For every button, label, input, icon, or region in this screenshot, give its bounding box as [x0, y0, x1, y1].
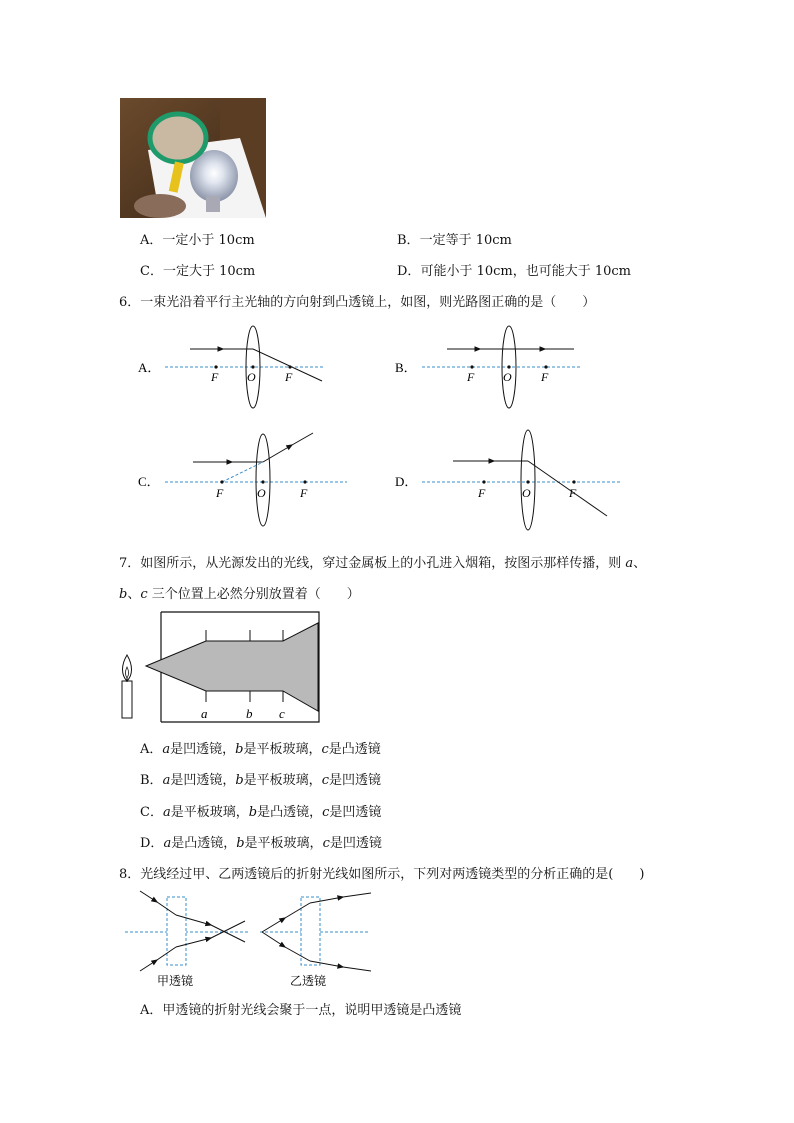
option-text: 可能小于 10cm，也可能大于 10cm	[420, 264, 632, 279]
focus-point	[470, 365, 473, 368]
position-label-b: b	[246, 706, 253, 721]
center-label: O	[522, 486, 531, 500]
q6-label-d: D．	[395, 474, 418, 489]
candle	[122, 681, 132, 718]
focus-label: F	[285, 370, 293, 384]
focus-point	[572, 480, 575, 483]
q6-label-a: A．	[138, 360, 161, 375]
q5-option-a	[140, 229, 255, 248]
option-letter: C．	[140, 264, 163, 279]
position-label-c: c	[279, 706, 285, 721]
q5-option-c	[140, 260, 255, 279]
q7-option-d: D．a是凸透镜，b是平板玻璃，c是凹透镜	[140, 836, 382, 851]
q6-label-c: C．	[138, 474, 160, 489]
convex-lens	[256, 434, 270, 526]
q6-diagrams	[0, 315, 794, 535]
q7-stem-line1: 7．如图所示，从光源发出的光线，穿过金属板上的小孔进入烟箱，按图示那样传播，则 a、	[119, 556, 647, 571]
lens-pair-diagram	[115, 885, 385, 995]
lens-label-yi: 乙透镜	[290, 974, 327, 988]
refracted-ray	[292, 433, 313, 445]
focus-label: F	[478, 486, 486, 500]
q6-stem: 6．一束光沿着平行主光轴的方向射到凸透镜上，如图，则光路图正确的是（ ）	[119, 295, 596, 310]
focus-label: F	[467, 370, 475, 384]
center-point	[526, 480, 529, 483]
q8-stem: 8．光线经过甲、乙两透镜后的折射光线如图所示，下列对两透镜类型的分析正确的是( )	[119, 867, 645, 882]
center-label: O	[503, 370, 512, 384]
center-point	[507, 365, 510, 368]
focus-label: F	[541, 370, 549, 384]
center-label: O	[247, 370, 256, 384]
magnifier-photo	[120, 98, 266, 218]
option-text: 一定小于 10cm	[162, 233, 255, 248]
q7-stem-line2: b、c 三个位置上必然分别放置着（ ）	[119, 587, 360, 602]
center-point	[261, 480, 264, 483]
q7-option-b: B．a是凹透镜，b是平板玻璃，c是凹透镜	[140, 773, 381, 788]
focus-point	[214, 365, 217, 368]
q6-label-b: B．	[395, 360, 417, 375]
focus-label: F	[300, 486, 308, 500]
lens-label-jia: 甲透镜	[157, 974, 194, 988]
var-c: c	[140, 587, 148, 602]
focus-label: F	[216, 486, 224, 500]
focus-label: F	[211, 370, 219, 384]
var-b: b	[119, 587, 128, 602]
smoke-box-diagram	[110, 605, 325, 725]
light-beam	[146, 623, 318, 711]
option-letter: B．	[397, 233, 420, 248]
center-point	[251, 365, 254, 368]
q5-option-d	[397, 260, 631, 279]
var-a: a	[625, 556, 634, 571]
refracted-ray	[263, 445, 292, 462]
option-letter: A．	[140, 233, 163, 248]
focus-label: F	[569, 486, 577, 500]
convex-lens	[521, 430, 535, 530]
focus-point	[220, 480, 223, 483]
position-label-a: a	[201, 706, 208, 721]
focus-point	[544, 365, 547, 368]
option-letter: D．	[397, 264, 421, 279]
q5-option-b	[397, 229, 512, 248]
option-text: 一定大于 10cm	[162, 264, 256, 279]
focus-point	[303, 480, 306, 483]
refracted-ray	[528, 461, 607, 516]
q7-option-c: C．a是平板玻璃，b是凸透镜，c是凹透镜	[140, 805, 382, 820]
q8-option-a: A．甲透镜的折射光线会聚于一点，说明甲透镜是凸透镜	[140, 1003, 462, 1018]
option-text: 一定等于 10cm	[419, 233, 512, 248]
q7-option-a: A．a是凹透镜，b是平板玻璃，c是凸透镜	[140, 742, 381, 757]
lens-box-jia	[167, 897, 186, 965]
focus-point	[288, 365, 291, 368]
center-label: O	[257, 486, 266, 500]
focus-point	[482, 480, 485, 483]
